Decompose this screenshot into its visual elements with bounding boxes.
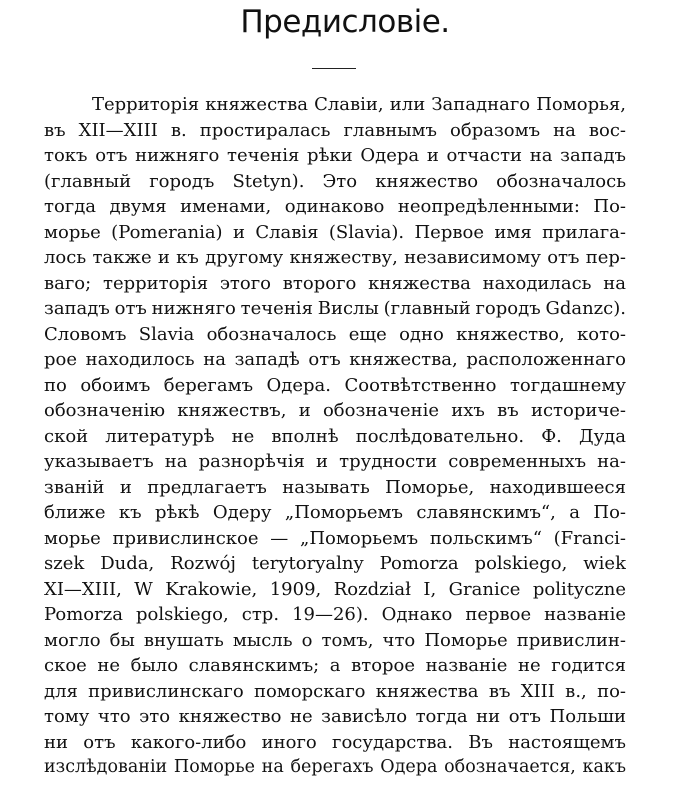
page-title: Предисловіе. [240,4,450,40]
text-line: лось также и къ другому княжеству, независимому отъ пер- [44,247,626,268]
text-line: ближе къ рѣкѣ Одеру „Поморьемъ славянскимъ“, а По- [44,502,626,523]
text-line: Pomorza polskiego, стр. 19—26). Однако первое названіе [44,604,626,625]
text-line: морье привислинское — „Поморьемъ польскимъ“ (Franci- [44,527,626,549]
text-line: указываетъ на разнорѣчія и трудности современныхъ на- [44,451,626,472]
preface-paragraph [44,92,626,781]
text-line: могло бы внушать мысль о томъ, что Поморье привислин- [44,629,626,651]
text-line: морье (Pomerania) и Славія (Slavia). Первое имя прилага- [44,221,626,243]
text-line: (главный городъ Stetyn). Это княжество обозначалось [44,170,626,192]
text-line: тому что это княжество не зависѣло тогда ни отъ Польши [44,706,626,727]
text-line: тогда двумя именами, одинаково неопредѣленными: По- [44,196,626,217]
text-line: szek Duda, Rozwój terytoryalny Pomorza polskiego, wiek [44,553,626,574]
text-line: токъ отъ нижняго теченія рѣки Одера и отчасти на западъ [44,145,626,166]
text-line: ваго; территорія этого второго княжества находилась на [44,272,626,294]
text-line: званій и предлагаетъ называть Поморье, находившееся [44,476,626,498]
text-line: западъ отъ нижняго теченія Вислы (главный городъ Gdanzc). [44,298,626,319]
text-line: ни отъ какого-либо иного государства. Въ настоящемъ [44,731,626,753]
text-line: изслѣдованіи Поморье на берегахъ Одера обозначается, какъ [44,757,626,777]
text-line: XI—XIII, W Krakowie, 1909, Rozdział I, Granice polityczne [44,578,626,600]
text-line: Территорія княжества Славіи, или Западнаго Поморья, [92,94,626,115]
text-line: по обоимъ берегамъ Одера. Соотвѣтственно тогдашнему [44,374,626,396]
text-line: ской литературѣ не вполнѣ послѣдовательно. Ф. Дуда [44,425,626,447]
text-line: обозначенію княжествъ, и обозначеніе ихъ въ историче- [44,400,626,421]
text-line: рое находилось на западѣ отъ княжества, расположеннаго [44,349,626,370]
text-line: Словомъ Slavia обозначалось еще одно княжество, кото- [44,323,626,345]
text-line: для привислинскаго поморскаго княжества въ XIII в., по- [44,680,626,702]
text-line: въ XII—XIII в. простиралась главнымъ образомъ на вос- [44,119,626,141]
title-divider [312,68,356,69]
text-line: ское не было славянскимъ; а второе названіе не годится [44,655,626,676]
